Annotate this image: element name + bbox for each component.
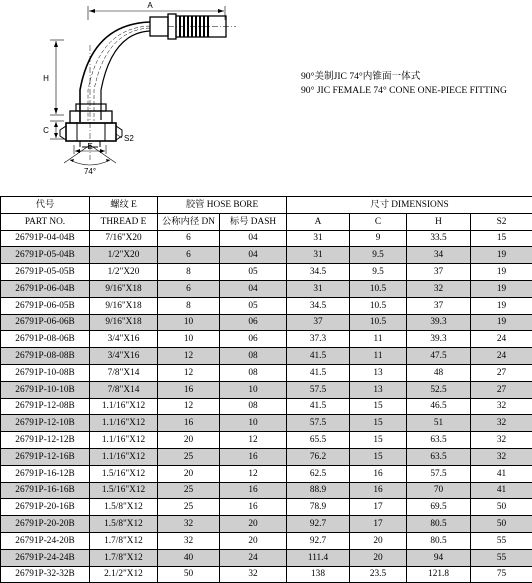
table-cell-h: 39.3 bbox=[407, 331, 471, 348]
table-cell-c: 15 bbox=[350, 398, 407, 415]
table-row bbox=[1, 230, 532, 247]
header-code: 代号 bbox=[1, 197, 90, 214]
table-cell-h: 80.5 bbox=[407, 532, 471, 549]
table-cell-c: 16 bbox=[350, 482, 407, 499]
table-cell-dn: 40 bbox=[158, 549, 220, 566]
table-cell-thread: 2.1/2"X12 bbox=[90, 566, 158, 583]
table-row bbox=[1, 432, 532, 449]
table-header-row-en bbox=[1, 213, 532, 230]
table-cell-h: 57.5 bbox=[407, 465, 471, 482]
table-cell-dn: 20 bbox=[158, 432, 220, 449]
table-cell-s2: 55 bbox=[471, 549, 532, 566]
table-cell-dash: 04 bbox=[220, 247, 287, 264]
table-cell-part: 26791P-16-16B bbox=[1, 482, 90, 499]
table-cell-dash: 08 bbox=[220, 398, 287, 415]
table-cell-s2: 32 bbox=[471, 415, 532, 432]
table-cell-dash: 12 bbox=[220, 465, 287, 482]
table-header-row-cn bbox=[1, 197, 532, 214]
table-cell-thread: 1.5/8"X12 bbox=[90, 516, 158, 533]
fitting-drawing bbox=[0, 0, 300, 178]
table-cell-c: 9.5 bbox=[350, 247, 407, 264]
table-cell-dash: 20 bbox=[220, 532, 287, 549]
table-cell-dash: 16 bbox=[220, 448, 287, 465]
table-cell-dash: 08 bbox=[220, 348, 287, 365]
table-cell-thread: 7/16"X20 bbox=[90, 230, 158, 247]
header-thread-cn: 螺纹 E bbox=[90, 197, 158, 214]
table-cell-a: 92.7 bbox=[287, 532, 350, 549]
table-cell-thread: 1.5/16"X12 bbox=[90, 482, 158, 499]
table-cell-s2: 55 bbox=[471, 532, 532, 549]
table-cell-a: 34.5 bbox=[287, 264, 350, 281]
table-cell-c: 11 bbox=[350, 331, 407, 348]
table-cell-thread: 1.1/16"X12 bbox=[90, 398, 158, 415]
table-cell-thread: 1.7/8"X12 bbox=[90, 532, 158, 549]
table-cell-part: 26791P-06-06B bbox=[1, 314, 90, 331]
table-row bbox=[1, 381, 532, 398]
table-cell-dash: 24 bbox=[220, 549, 287, 566]
table-cell-dash: 10 bbox=[220, 415, 287, 432]
table-cell-s2: 19 bbox=[471, 280, 532, 297]
table-cell-c: 23.5 bbox=[350, 566, 407, 583]
table-cell-part: 26791P-10-10B bbox=[1, 381, 90, 398]
table-cell-dn: 6 bbox=[158, 230, 220, 247]
table-cell-part: 26791P-12-10B bbox=[1, 415, 90, 432]
dim-s2-label: S2 bbox=[124, 134, 134, 143]
table-cell-part: 26791P-24-20B bbox=[1, 532, 90, 549]
table-cell-a: 31 bbox=[287, 230, 350, 247]
header-s2: S2 bbox=[471, 213, 532, 230]
table-cell-h: 46.5 bbox=[407, 398, 471, 415]
table-row bbox=[1, 264, 532, 281]
table-cell-c: 10.5 bbox=[350, 297, 407, 314]
table-cell-h: 48 bbox=[407, 364, 471, 381]
table-cell-s2: 41 bbox=[471, 482, 532, 499]
table-cell-s2: 19 bbox=[471, 264, 532, 281]
table-cell-part: 26791P-08-06B bbox=[1, 331, 90, 348]
table-cell-part: 26791P-12-08B bbox=[1, 398, 90, 415]
table-cell-h: 70 bbox=[407, 482, 471, 499]
table-cell-part: 26791P-04-04B bbox=[1, 230, 90, 247]
table-cell-h: 121.8 bbox=[407, 566, 471, 583]
table-cell-part: 26791P-05-05B bbox=[1, 264, 90, 281]
table-cell-thread: 1.1/16"X12 bbox=[90, 448, 158, 465]
table-cell-s2: 32 bbox=[471, 448, 532, 465]
table-cell-s2: 19 bbox=[471, 297, 532, 314]
table-cell-dash: 05 bbox=[220, 264, 287, 281]
table-cell-a: 57.5 bbox=[287, 381, 350, 398]
table-cell-s2: 24 bbox=[471, 348, 532, 365]
table-cell-c: 17 bbox=[350, 499, 407, 516]
table-row bbox=[1, 364, 532, 381]
table-cell-dn: 16 bbox=[158, 381, 220, 398]
dim-h-label: H bbox=[43, 74, 49, 83]
header-h: H bbox=[407, 213, 471, 230]
table-cell-part: 26791P-20-16B bbox=[1, 499, 90, 516]
table-cell-h: 37 bbox=[407, 264, 471, 281]
table-row bbox=[1, 532, 532, 549]
table-cell-c: 10.5 bbox=[350, 314, 407, 331]
table-cell-dn: 6 bbox=[158, 247, 220, 264]
table-cell-dn: 10 bbox=[158, 331, 220, 348]
table-cell-a: 62.5 bbox=[287, 465, 350, 482]
table-cell-c: 13 bbox=[350, 381, 407, 398]
header-dn: 公称内径 DN bbox=[158, 213, 220, 230]
table-cell-c: 9 bbox=[350, 230, 407, 247]
table-cell-dn: 32 bbox=[158, 516, 220, 533]
table-cell-a: 57.5 bbox=[287, 415, 350, 432]
table-cell-dn: 8 bbox=[158, 264, 220, 281]
table-cell-thread: 1.5/16"X12 bbox=[90, 465, 158, 482]
table-cell-thread: 3/4"X16 bbox=[90, 348, 158, 365]
table-cell-s2: 32 bbox=[471, 398, 532, 415]
table-row bbox=[1, 482, 532, 499]
table-cell-h: 33.5 bbox=[407, 230, 471, 247]
table-cell-a: 41.5 bbox=[287, 364, 350, 381]
table-cell-thread: 1/2"X20 bbox=[90, 247, 158, 264]
table-cell-thread: 1.1/16"X12 bbox=[90, 415, 158, 432]
dim-c-label: C bbox=[43, 126, 49, 135]
table-cell-part: 26791P-20-20B bbox=[1, 516, 90, 533]
table-cell-h: 69.5 bbox=[407, 499, 471, 516]
header-dash: 标号 DASH bbox=[220, 213, 287, 230]
caption-chinese: 90°美制JIC 74°内锥面一体式 bbox=[301, 71, 420, 83]
table-cell-dn: 25 bbox=[158, 448, 220, 465]
table-cell-h: 51 bbox=[407, 415, 471, 432]
table-cell-s2: 50 bbox=[471, 516, 532, 533]
table-row bbox=[1, 331, 532, 348]
dim-e-label: E bbox=[87, 142, 92, 151]
table-cell-s2: 24 bbox=[471, 331, 532, 348]
table-cell-thread: 3/4"X16 bbox=[90, 331, 158, 348]
table-row bbox=[1, 247, 532, 264]
caption-english: 90° JIC FEMALE 74° CONE ONE-PIECE FITTING bbox=[301, 85, 507, 97]
header-a: A bbox=[287, 213, 350, 230]
table-row bbox=[1, 348, 532, 365]
table-row bbox=[1, 465, 532, 482]
table-row bbox=[1, 549, 532, 566]
table-cell-s2: 75 bbox=[471, 566, 532, 583]
table-cell-a: 34.5 bbox=[287, 297, 350, 314]
header-dimensions: 尺寸 DIMENSIONS bbox=[287, 197, 532, 214]
table-cell-h: 34 bbox=[407, 247, 471, 264]
table-cell-h: 32 bbox=[407, 280, 471, 297]
table-cell-dn: 50 bbox=[158, 566, 220, 583]
table-cell-dn: 25 bbox=[158, 499, 220, 516]
table-cell-dash: 32 bbox=[220, 566, 287, 583]
table-cell-c: 10.5 bbox=[350, 280, 407, 297]
table-cell-a: 31 bbox=[287, 280, 350, 297]
table-cell-part: 26791P-12-12B bbox=[1, 432, 90, 449]
table-cell-c: 15 bbox=[350, 448, 407, 465]
table-cell-a: 78.9 bbox=[287, 499, 350, 516]
table-cell-dash: 20 bbox=[220, 516, 287, 533]
table-cell-c: 20 bbox=[350, 532, 407, 549]
table-cell-c: 11 bbox=[350, 348, 407, 365]
table-cell-part: 26791P-06-04B bbox=[1, 280, 90, 297]
table-cell-dn: 32 bbox=[158, 532, 220, 549]
table-cell-s2: 15 bbox=[471, 230, 532, 247]
table-cell-a: 76.2 bbox=[287, 448, 350, 465]
table-cell-dash: 08 bbox=[220, 364, 287, 381]
table-row bbox=[1, 566, 532, 583]
table-cell-dn: 16 bbox=[158, 415, 220, 432]
table-row bbox=[1, 314, 532, 331]
table-cell-a: 31 bbox=[287, 247, 350, 264]
table-cell-c: 16 bbox=[350, 465, 407, 482]
table-cell-h: 37 bbox=[407, 297, 471, 314]
table-cell-thread: 1.7/8"X12 bbox=[90, 549, 158, 566]
dim-a-label: A bbox=[147, 1, 153, 10]
table-cell-thread: 9/16"X18 bbox=[90, 314, 158, 331]
table-row bbox=[1, 415, 532, 432]
table-cell-s2: 27 bbox=[471, 364, 532, 381]
table-row bbox=[1, 448, 532, 465]
table-cell-h: 80.5 bbox=[407, 516, 471, 533]
table-cell-s2: 32 bbox=[471, 432, 532, 449]
table-cell-c: 9.5 bbox=[350, 264, 407, 281]
table-cell-dash: 16 bbox=[220, 482, 287, 499]
table-row bbox=[1, 297, 532, 314]
table-row bbox=[1, 398, 532, 415]
table-cell-h: 39.3 bbox=[407, 314, 471, 331]
table-cell-a: 88.9 bbox=[287, 482, 350, 499]
table-cell-a: 41.5 bbox=[287, 348, 350, 365]
table-cell-a: 65.5 bbox=[287, 432, 350, 449]
table-cell-part: 26791P-06-05B bbox=[1, 297, 90, 314]
table-cell-h: 47.5 bbox=[407, 348, 471, 365]
table-cell-dn: 8 bbox=[158, 297, 220, 314]
table-cell-dash: 06 bbox=[220, 314, 287, 331]
table-cell-dash: 12 bbox=[220, 432, 287, 449]
table-cell-thread: 1.5/8"X12 bbox=[90, 499, 158, 516]
table-cell-s2: 19 bbox=[471, 314, 532, 331]
table-cell-thread: 9/16"X18 bbox=[90, 297, 158, 314]
table-cell-h: 63.5 bbox=[407, 432, 471, 449]
table-cell-thread: 7/8"X14 bbox=[90, 381, 158, 398]
table-cell-dash: 04 bbox=[220, 280, 287, 297]
table-cell-part: 26791P-10-08B bbox=[1, 364, 90, 381]
table-cell-dn: 25 bbox=[158, 482, 220, 499]
dim-angle-label: 74° bbox=[84, 167, 96, 176]
header-c: C bbox=[350, 213, 407, 230]
table-cell-part: 26791P-05-04B bbox=[1, 247, 90, 264]
table-cell-s2: 19 bbox=[471, 247, 532, 264]
table-cell-s2: 50 bbox=[471, 499, 532, 516]
table-cell-dn: 12 bbox=[158, 348, 220, 365]
table-row bbox=[1, 499, 532, 516]
table-cell-dn: 6 bbox=[158, 280, 220, 297]
table-cell-c: 15 bbox=[350, 415, 407, 432]
table-cell-dn: 10 bbox=[158, 314, 220, 331]
table-cell-c: 20 bbox=[350, 549, 407, 566]
table-cell-a: 41.5 bbox=[287, 398, 350, 415]
table-cell-part: 26791P-12-16B bbox=[1, 448, 90, 465]
table-cell-thread: 9/16"X18 bbox=[90, 280, 158, 297]
table-cell-dash: 06 bbox=[220, 331, 287, 348]
table-cell-dn: 12 bbox=[158, 364, 220, 381]
table-cell-a: 37.3 bbox=[287, 331, 350, 348]
header-part-no: PART NO. bbox=[1, 213, 90, 230]
table-cell-a: 138 bbox=[287, 566, 350, 583]
table-cell-part: 26791P-24-24B bbox=[1, 549, 90, 566]
table-cell-thread: 1/2"X20 bbox=[90, 264, 158, 281]
table-cell-thread: 7/8"X14 bbox=[90, 364, 158, 381]
table-cell-dash: 16 bbox=[220, 499, 287, 516]
table-cell-h: 63.5 bbox=[407, 448, 471, 465]
header-hose-bore: 胶管 HOSE BORE bbox=[158, 197, 287, 214]
table-cell-part: 26791P-32-32B bbox=[1, 566, 90, 583]
table-cell-part: 26791P-08-08B bbox=[1, 348, 90, 365]
spec-table bbox=[0, 196, 532, 583]
table-cell-dash: 04 bbox=[220, 230, 287, 247]
table-cell-h: 52.5 bbox=[407, 381, 471, 398]
table-cell-dn: 12 bbox=[158, 398, 220, 415]
table-cell-c: 17 bbox=[350, 516, 407, 533]
table-cell-c: 15 bbox=[350, 432, 407, 449]
table-cell-c: 13 bbox=[350, 364, 407, 381]
table-cell-a: 111.4 bbox=[287, 549, 350, 566]
table-cell-s2: 41 bbox=[471, 465, 532, 482]
table-row bbox=[1, 280, 532, 297]
table-cell-part: 26791P-16-12B bbox=[1, 465, 90, 482]
table-row bbox=[1, 516, 532, 533]
table-cell-dash: 10 bbox=[220, 381, 287, 398]
table-cell-thread: 1.1/16"X12 bbox=[90, 432, 158, 449]
table-cell-h: 94 bbox=[407, 549, 471, 566]
table-cell-s2: 27 bbox=[471, 381, 532, 398]
header-thread-en: THREAD E bbox=[90, 213, 158, 230]
table-cell-dn: 20 bbox=[158, 465, 220, 482]
table-cell-dash: 05 bbox=[220, 297, 287, 314]
table-cell-a: 37 bbox=[287, 314, 350, 331]
table-cell-a: 92.7 bbox=[287, 516, 350, 533]
